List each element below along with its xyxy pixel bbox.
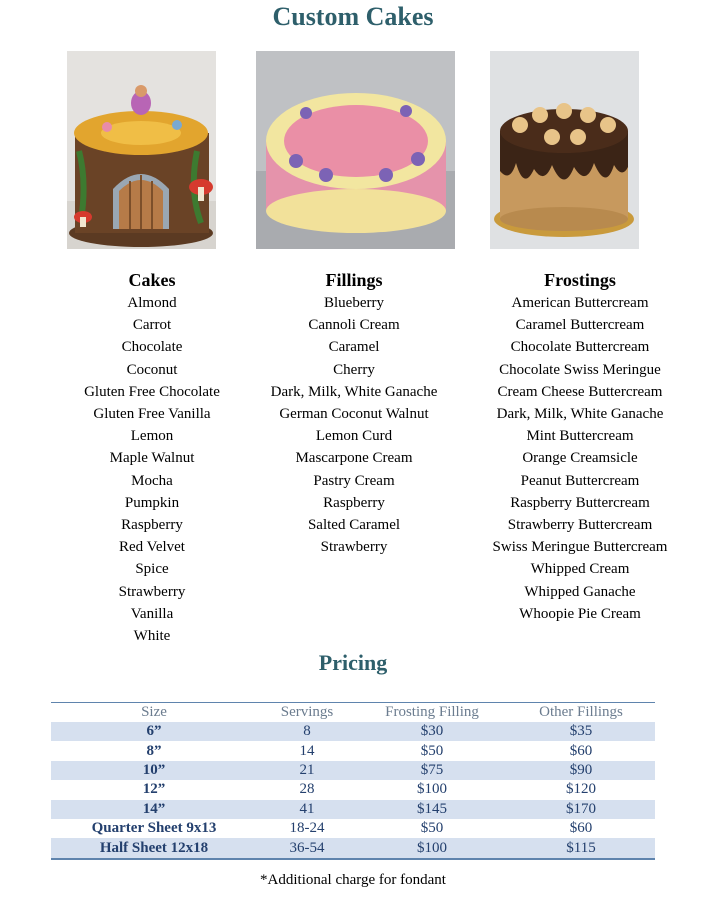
list-item: Salted Caramel bbox=[307, 517, 401, 534]
list-item: Orange Creamsicle bbox=[522, 450, 638, 467]
list-item: Strawberry bbox=[320, 539, 388, 556]
page-title: Custom Cakes bbox=[272, 2, 434, 31]
list-item: Swiss Meringue Buttercream bbox=[492, 539, 668, 556]
table-row bbox=[51, 780, 655, 799]
list-item: Coconut bbox=[126, 361, 178, 378]
cakes-heading: Cakes bbox=[128, 270, 176, 290]
fondant-note: *Additional charge for fondant bbox=[260, 872, 446, 888]
pink-buttercream-cake-photo bbox=[256, 51, 455, 249]
size-cell: 10” bbox=[51, 761, 257, 780]
list-item: Cherry bbox=[333, 361, 375, 378]
list-item: Spice bbox=[135, 561, 169, 578]
fillings-heading: Fillings bbox=[325, 270, 383, 290]
list-item: Strawberry bbox=[118, 583, 186, 600]
list-item: Dark, Milk, White Ganache bbox=[270, 383, 438, 400]
servings-cell: 14 bbox=[299, 742, 315, 759]
list-item: Maple Walnut bbox=[109, 450, 195, 467]
list-item: Mascarpone Cream bbox=[295, 450, 413, 467]
list-item: Whoopie Pie Cream bbox=[519, 605, 641, 622]
table-row bbox=[51, 800, 655, 819]
list-item: Raspberry bbox=[121, 517, 183, 534]
list-item: Vanilla bbox=[130, 605, 174, 622]
list-item: Raspberry Buttercream bbox=[510, 494, 650, 511]
other-price-cell: $170 bbox=[507, 800, 655, 819]
list-item: Caramel Buttercream bbox=[515, 317, 645, 334]
other-price-cell: $35 bbox=[507, 722, 655, 741]
frosting-price-cell: $50 bbox=[420, 820, 444, 837]
chocolate-drip-cake-photo bbox=[490, 51, 639, 249]
size-cell: 6” bbox=[51, 722, 257, 741]
list-item: Mint Buttercream bbox=[526, 428, 634, 445]
list-item: Cannoli Cream bbox=[308, 317, 400, 334]
fillings-column bbox=[253, 268, 455, 558]
list-item: Mocha bbox=[131, 472, 173, 489]
other-price-cell: $90 bbox=[507, 761, 655, 780]
list-item: Strawberry Buttercream bbox=[507, 517, 653, 534]
frosting-price-cell: $145 bbox=[357, 800, 507, 819]
header-frosting-filling: Frosting Filling bbox=[357, 703, 507, 723]
frosting-price-cell: $100 bbox=[357, 838, 507, 858]
list-item: Caramel bbox=[328, 339, 380, 356]
servings-cell: 18-24 bbox=[289, 820, 325, 837]
list-item: Almond bbox=[127, 295, 177, 311]
frosting-price-cell: $50 bbox=[420, 742, 444, 759]
list-item: Gluten Free Chocolate bbox=[84, 383, 220, 400]
frosting-price-cell: $75 bbox=[357, 761, 507, 780]
pricing-heading: Pricing bbox=[318, 650, 388, 675]
servings-cell: 36-54 bbox=[257, 838, 357, 858]
size-cell: Half Sheet 12x18 bbox=[51, 838, 257, 858]
list-item: Lemon Curd bbox=[315, 428, 393, 445]
frostings-heading: Frostings bbox=[544, 270, 616, 290]
list-item: Carrot bbox=[132, 317, 172, 334]
list-item: American Buttercream bbox=[511, 295, 649, 311]
list-item: Whipped Ganache bbox=[524, 583, 636, 600]
list-item: Blueberry bbox=[324, 295, 384, 311]
size-cell: Quarter Sheet 9x13 bbox=[91, 820, 217, 837]
size-cell: 8” bbox=[146, 742, 162, 759]
list-item: Red Velvet bbox=[119, 539, 185, 556]
table-row bbox=[51, 819, 655, 838]
header-size: Size bbox=[51, 703, 257, 723]
list-item: Pastry Cream bbox=[313, 472, 395, 489]
list-item: White bbox=[133, 628, 171, 645]
table-row bbox=[51, 761, 655, 780]
table-row bbox=[51, 722, 655, 741]
list-item: Peanut Buttercream bbox=[520, 472, 640, 489]
pricing-table bbox=[51, 702, 655, 860]
cakes-column bbox=[51, 268, 253, 647]
list-item: Chocolate Buttercream bbox=[510, 339, 650, 356]
list-item: Gluten Free Vanilla bbox=[93, 406, 211, 423]
servings-cell: 21 bbox=[257, 761, 357, 780]
list-item: Raspberry bbox=[323, 494, 385, 511]
list-item: Cream Cheese Buttercream bbox=[497, 383, 663, 400]
table-row bbox=[51, 741, 655, 760]
frosting-price-cell: $100 bbox=[417, 781, 447, 798]
servings-cell: 41 bbox=[257, 800, 357, 819]
fairy-stump-cake-photo bbox=[67, 51, 216, 249]
table-header-row bbox=[51, 703, 655, 723]
other-price-cell: $115 bbox=[507, 838, 655, 858]
list-item: Lemon bbox=[130, 428, 174, 445]
list-item: Chocolate Swiss Meringue bbox=[499, 361, 661, 378]
header-other-fillings: Other Fillings bbox=[507, 703, 655, 723]
list-item: Dark, Milk, White Ganache bbox=[496, 406, 664, 423]
list-item: Chocolate bbox=[121, 339, 183, 356]
list-item: Pumpkin bbox=[124, 494, 180, 511]
table-row bbox=[51, 838, 655, 858]
other-price-cell: $60 bbox=[569, 820, 593, 837]
other-price-cell: $120 bbox=[566, 781, 596, 798]
size-cell: 12” bbox=[142, 781, 166, 798]
other-price-cell: $60 bbox=[569, 742, 593, 759]
list-item: Whipped Cream bbox=[530, 561, 630, 578]
header-servings: Servings bbox=[257, 703, 357, 723]
frosting-price-cell: $30 bbox=[357, 722, 507, 741]
servings-cell: 28 bbox=[299, 781, 315, 798]
frostings-column bbox=[465, 268, 695, 625]
list-item: German Coconut Walnut bbox=[279, 406, 429, 423]
size-cell: 14” bbox=[51, 800, 257, 819]
servings-cell: 8 bbox=[257, 722, 357, 741]
